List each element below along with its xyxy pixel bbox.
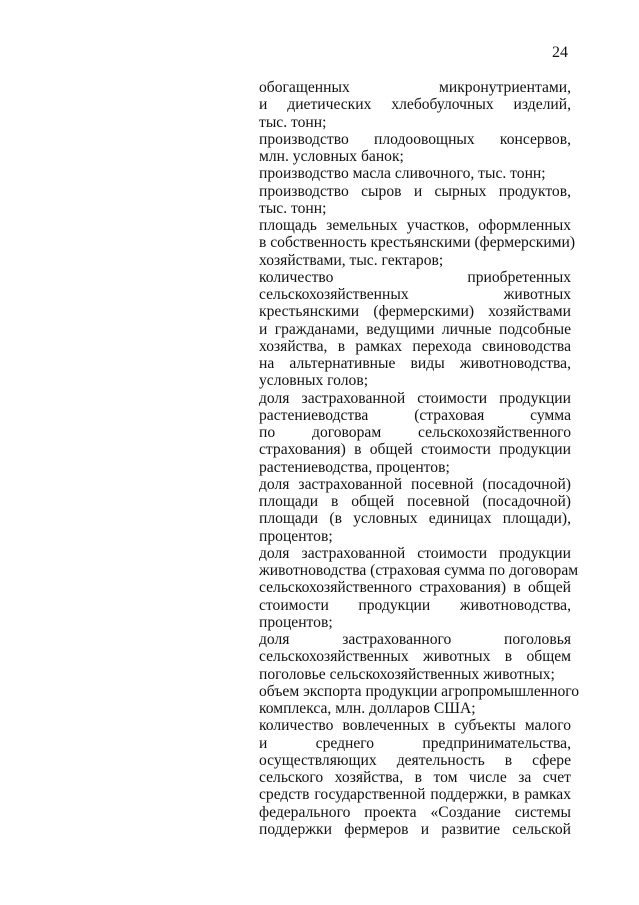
text-line: поголовье сельскохозяйственных животных; [259,665,555,683]
text-line: доля застрахованной стоимости продукции [259,544,571,562]
text-line: производство плодоовощных консервов, [259,130,571,148]
paragraph [259,390,571,476]
text-line: млн. условных банок; [259,148,404,165]
text-line: федерального проекта «Создание системы [259,803,571,821]
text-line: производство сыров и сырных продуктов, [259,182,571,200]
text-line: и среднего предпринимательства, [259,734,571,752]
text-line: комплекса, млн. долларов США; [259,700,476,717]
paragraph [259,476,571,545]
text-line: поддержки фермеров и развитие сельской [259,820,571,838]
text-line: обогащенных микронутриентами, [259,79,571,96]
text-line: тыс. тонн; [259,113,327,131]
text-line: в собственность крестьянскими (фермерскими) [259,234,576,252]
paragraph [259,544,579,631]
paragraph [259,131,571,166]
text-line: страхования) в общей стоимости продукции [259,441,571,459]
page-number: 24 [552,44,568,61]
text-line: сельского хозяйства, в том числе за счет [259,769,571,786]
paragraph [259,717,571,838]
text-line: осуществляющих деятельность в сфере [259,751,571,769]
text-line: растениеводства, процентов; [259,458,450,476]
text-line: тыс. тонн; [259,199,327,217]
paragraph [259,682,580,718]
text-line: сельскохозяйственных животных [259,286,571,303]
text-line: хозяйства, в рамках перехода свиноводства [259,337,571,355]
text-line: и диетических хлебобулочных изделий, [259,96,571,114]
text-line: сельскохозяйственных животных в общем [259,648,571,666]
paragraph [259,79,571,131]
text-line: на альтернативные виды животноводства, [259,355,571,372]
text-line: доля застрахованной стоимости продукции [259,389,571,407]
text-line: доля застрахованного поголовья [259,631,571,648]
text-line: условных голов; [259,372,369,390]
text-line: стоимости продукции животноводства, [259,596,571,614]
text-line: средств государственной поддержки, в рамках [259,786,571,804]
text-line: крестьянскими (фермерскими) хозяйствами [259,303,571,321]
paragraph [259,165,571,182]
paragraph [259,269,571,390]
text-line: объем экспорта продукции агропромышленного [259,682,580,700]
text-line: растениеводства (страховая сумма [259,406,571,424]
document-text-column [259,79,580,838]
paragraph [259,183,571,218]
text-line: площади в общей посевной (посадочной) [259,493,571,510]
text-line: и гражданами, ведущими личные подсобные [259,320,571,338]
text-line: количество вовлеченных в субъекты малого [259,717,571,735]
text-line: производство масла сливочного, тыс. тонн; [259,165,546,183]
text-line: сельскохозяйственного страхования) в общей [259,579,571,597]
text-line: площадь земельных участков, оформленных [259,217,571,234]
text-line: животноводства (страховая сумма по договорам [259,562,579,579]
text-line: количество приобретенных [259,268,571,286]
text-line: по договорам сельскохозяйственного [259,424,571,441]
text-line: процентов; [259,527,333,545]
paragraph [259,217,576,269]
text-line: площади (в условных единицах площади), [259,510,571,528]
text-line: хозяйствами, тыс. гектаров; [259,251,444,269]
text-line: процентов; [259,613,333,631]
paragraph [259,631,571,683]
text-line: доля застрахованной посевной (посадочной) [259,475,571,493]
